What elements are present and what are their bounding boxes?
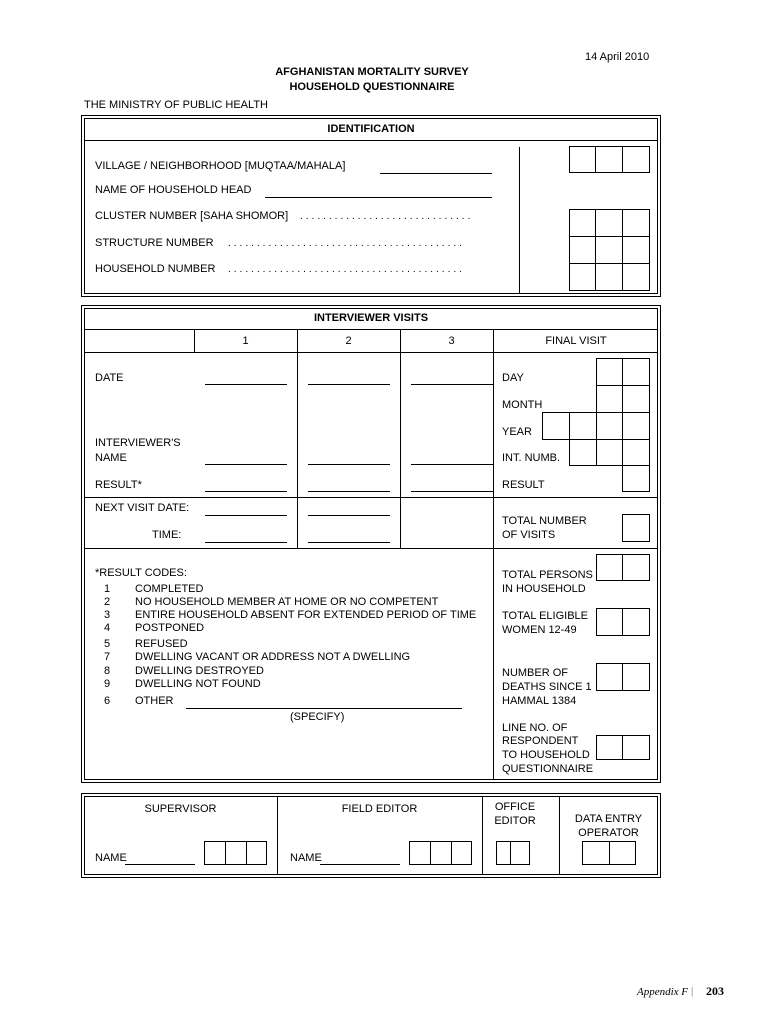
total-visits-label: TOTAL NUMBER — [502, 515, 587, 527]
document-date: 14 April 2010 — [585, 51, 650, 63]
household-number-cell[interactable] — [622, 263, 650, 291]
final-day-cell[interactable] — [596, 358, 623, 386]
visit-column-1: 1 — [242, 335, 249, 347]
visit-1-result-field[interactable] — [205, 491, 287, 492]
total-visits-label-2: OF VISITS — [502, 529, 556, 541]
cluster-number-cell[interactable] — [622, 209, 650, 237]
total-persons-cell[interactable] — [622, 554, 650, 581]
cluster-number-cell[interactable] — [595, 209, 623, 237]
result-code-label: DWELLING DESTROYED — [135, 665, 264, 677]
office-editor-label: OFFICE — [494, 801, 536, 813]
visit-3-result-field[interactable] — [411, 491, 493, 492]
structure-number-label: STRUCTURE NUMBER — [95, 237, 214, 249]
interviewer-visits-inner-frame — [84, 308, 658, 780]
final-interviewer-number-cell[interactable] — [596, 439, 623, 466]
structure-number-cell[interactable] — [622, 236, 650, 264]
data-entry-label: DATA ENTRY — [574, 813, 643, 825]
questionnaire-title: HOUSEHOLD QUESTIONNAIRE — [289, 81, 455, 93]
result-code-number: 7 — [104, 651, 111, 663]
final-day-label: DAY — [502, 372, 524, 384]
date-label: DATE — [95, 372, 124, 384]
visit-2-date-field[interactable] — [308, 384, 390, 385]
final-interviewer-number-label: INT. NUMB. — [502, 452, 561, 464]
final-year-cell[interactable] — [542, 412, 570, 440]
identification-heading: IDENTIFICATION — [327, 123, 415, 135]
household-head-field[interactable] — [265, 197, 492, 198]
village-field[interactable] — [380, 173, 492, 174]
final-result-label: RESULT — [502, 479, 545, 491]
result-code-label: POSTPONED — [135, 622, 205, 634]
result-code-number: 6 — [104, 695, 111, 707]
final-result-cell[interactable] — [622, 465, 650, 492]
field-editor-code-cell[interactable] — [409, 841, 431, 865]
footer-separator: | — [691, 985, 694, 997]
result-codes-heading: *RESULT CODES: — [95, 567, 187, 579]
total-persons-label: TOTAL PERSONS — [502, 569, 593, 581]
office-editor-code-cell[interactable] — [496, 841, 511, 865]
result-code-label: COMPLETED — [135, 583, 204, 595]
supervisor-name-label: NAME — [95, 852, 127, 864]
result-code-number: 2 — [104, 596, 111, 608]
respondent-line-label-2: RESPONDENT — [502, 735, 579, 747]
village-label: VILLAGE / NEIGHBORHOOD [MUQTAA/MAHALA] — [95, 160, 346, 172]
result-code-number: 4 — [104, 622, 111, 634]
total-persons-label-2: IN HOUSEHOLD — [502, 583, 586, 595]
supervisor-code-cell[interactable] — [246, 841, 267, 865]
supervisor-name-field[interactable] — [125, 864, 195, 865]
page-number: 203 — [706, 984, 724, 998]
visit-2-result-field[interactable] — [308, 491, 390, 492]
final-month-cell[interactable] — [622, 385, 650, 413]
total-persons-cell[interactable] — [596, 554, 623, 581]
respondent-line-label-3: TO HOUSEHOLD — [502, 749, 590, 761]
other-specify-field[interactable] — [186, 708, 462, 709]
final-year-cell[interactable] — [622, 412, 650, 440]
result-label: RESULT* — [95, 479, 142, 491]
visit-column-3: 3 — [448, 335, 455, 347]
total-eligible-cell[interactable] — [596, 608, 623, 636]
total-eligible-cell[interactable] — [622, 608, 650, 636]
field-editor-name-field[interactable] — [320, 864, 400, 865]
visit-column-2: 2 — [345, 335, 352, 347]
village-code-cell[interactable] — [622, 146, 650, 173]
result-code-label: OTHER — [135, 695, 174, 707]
household-number-cell[interactable] — [595, 263, 623, 291]
interviewer-visits-heading: INTERVIEWER VISITS — [313, 312, 429, 324]
village-code-cell[interactable] — [569, 146, 596, 173]
result-code-number: 8 — [104, 665, 111, 677]
data-entry-label-2: OPERATOR — [578, 827, 639, 839]
result-code-number: 9 — [104, 678, 111, 690]
deaths-label-3: HAMMAL 1384 — [502, 695, 577, 707]
final-interviewer-number-cell[interactable] — [569, 439, 597, 466]
visit-3-interviewer-field[interactable] — [411, 464, 493, 465]
result-code-number: 3 — [104, 609, 111, 621]
result-code-number: 1 — [104, 583, 111, 595]
structure-number-cell[interactable] — [595, 236, 623, 264]
supervisor-code-cell[interactable] — [225, 841, 247, 865]
visit-2-next-time-field[interactable] — [308, 542, 390, 543]
interviewer-name-label: INTERVIEWER'S — [95, 437, 181, 449]
household-number-cell[interactable] — [569, 263, 596, 291]
visit-1-next-date-field[interactable] — [205, 515, 287, 516]
supervisor-label: SUPERVISOR — [144, 803, 217, 815]
total-eligible-label-2: WOMEN 12-49 — [502, 624, 577, 636]
data-entry-code-cell[interactable] — [609, 841, 636, 865]
final-year-label: YEAR — [502, 426, 532, 438]
result-code-label: ENTIRE HOUSEHOLD ABSENT FOR EXTENDED PERIOD OF TIME — [135, 609, 477, 621]
cluster-number-label: CLUSTER NUMBER [SAHA SHOMOR] — [95, 210, 289, 222]
final-interviewer-number-cell[interactable] — [622, 439, 650, 466]
survey-title: AFGHANISTAN MORTALITY SURVEY — [275, 66, 469, 78]
final-year-cell[interactable] — [596, 412, 623, 440]
next-visit-date-label: NEXT VISIT DATE: — [95, 502, 190, 514]
interviewer-name-label-2: NAME — [95, 452, 127, 464]
result-code-label: NO HOUSEHOLD MEMBER AT HOME OR NO COMPETENT — [135, 596, 439, 608]
supervisor-code-cell[interactable] — [204, 841, 226, 865]
cluster-number-cell[interactable] — [569, 209, 596, 237]
respondent-line-cell[interactable] — [622, 735, 650, 760]
result-code-number: 5 — [104, 638, 111, 650]
data-entry-code-cell[interactable] — [582, 841, 610, 865]
deaths-label-2: DEATHS SINCE 1 — [502, 681, 592, 693]
visit-1-interviewer-field[interactable] — [205, 464, 287, 465]
visit-2-next-date-field[interactable] — [308, 515, 390, 516]
result-code-label: DWELLING NOT FOUND — [135, 678, 261, 690]
visit-1-date-field[interactable] — [205, 384, 287, 385]
deaths-cell[interactable] — [596, 663, 623, 691]
visit-2-interviewer-field[interactable] — [308, 464, 390, 465]
office-editor-label-2: EDITOR — [494, 815, 536, 827]
deaths-cell[interactable] — [622, 663, 650, 691]
village-code-cell[interactable] — [595, 146, 623, 173]
office-editor-code-cell[interactable] — [510, 841, 530, 865]
specify-label: (SPECIFY) — [290, 711, 345, 723]
result-code-label: REFUSED — [135, 638, 188, 650]
household-number-label: HOUSEHOLD NUMBER — [95, 263, 216, 275]
visit-1-next-time-field[interactable] — [205, 542, 287, 543]
respondent-line-label: LINE NO. OF — [502, 722, 568, 734]
ministry-label: THE MINISTRY OF PUBLIC HEALTH — [84, 99, 268, 111]
field-editor-label: FIELD EDITOR — [341, 803, 418, 815]
final-month-label: MONTH — [502, 399, 543, 411]
field-editor-code-cell[interactable] — [451, 841, 472, 865]
deaths-label: NUMBER OF — [502, 667, 568, 679]
total-eligible-label: TOTAL ELIGIBLE — [502, 610, 588, 622]
total-visits-cell[interactable] — [622, 514, 650, 542]
final-visit-column: FINAL VISIT — [545, 335, 607, 347]
respondent-line-cell[interactable] — [596, 735, 623, 760]
final-month-cell[interactable] — [596, 385, 623, 413]
final-day-cell[interactable] — [622, 358, 650, 386]
household-head-label: NAME OF HOUSEHOLD HEAD — [95, 184, 252, 196]
respondent-line-label-4: QUESTIONNAIRE — [502, 763, 594, 775]
final-year-cell[interactable] — [569, 412, 597, 440]
field-editor-code-cell[interactable] — [430, 841, 452, 865]
appendix-label: Appendix F — [637, 986, 689, 998]
time-label: TIME: — [152, 529, 182, 541]
structure-number-cell[interactable] — [569, 236, 596, 264]
field-editor-name-label: NAME — [290, 852, 322, 864]
visit-3-date-field[interactable] — [411, 384, 493, 385]
result-code-label: DWELLING VACANT OR ADDRESS NOT A DWELLING — [135, 651, 411, 663]
